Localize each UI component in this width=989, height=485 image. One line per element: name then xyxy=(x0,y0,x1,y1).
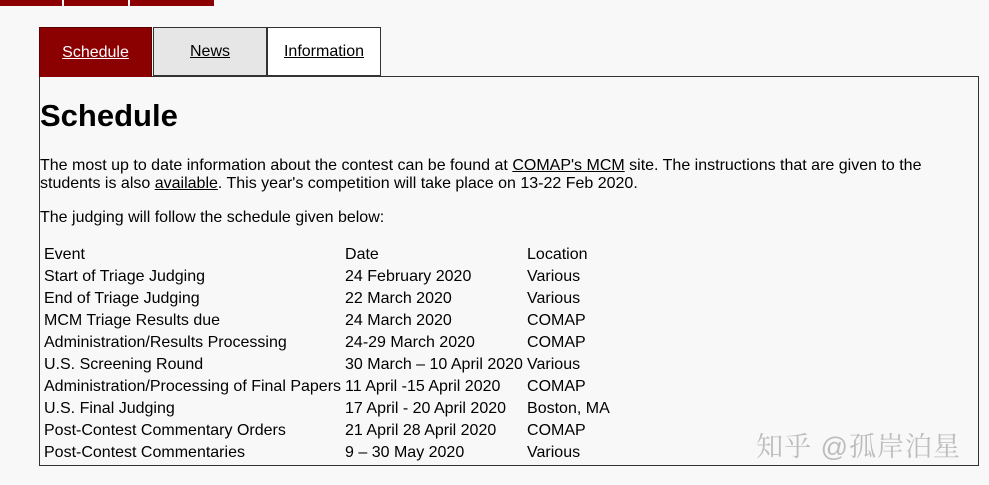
date-cell: 30 March – 10 April 2020 xyxy=(345,356,523,373)
date-cell: 22 March 2020 xyxy=(345,290,452,307)
table-row xyxy=(43,288,611,310)
top-nav-strip xyxy=(0,0,214,6)
watermark-text: 知乎 @孤岸泊星 xyxy=(756,432,961,462)
instructions-available-link[interactable]: available xyxy=(154,175,218,192)
table-header-row xyxy=(43,244,611,266)
date-cell: 9 – 30 May 2020 xyxy=(345,444,465,461)
event-cell: MCM Triage Results due xyxy=(44,312,221,329)
table-row xyxy=(43,398,611,420)
location-cell: Various xyxy=(527,444,581,461)
date-cell: 17 April - 20 April 2020 xyxy=(345,400,507,417)
event-cell: Administration/Results Processing xyxy=(44,334,287,351)
top-nav-segment[interactable] xyxy=(0,0,62,6)
event-cell: End of Triage Judging xyxy=(44,290,200,307)
table-row xyxy=(43,376,611,398)
date-cell: 24-29 March 2020 xyxy=(345,334,475,351)
event-cell: Start of Triage Judging xyxy=(44,268,205,285)
schedule-intro-text: The judging will follow the schedule given below: xyxy=(40,209,385,226)
page-title: Schedule xyxy=(40,98,178,133)
event-cell: Post-Contest Commentary Orders xyxy=(44,422,286,439)
table-row xyxy=(43,266,611,288)
schedule-table xyxy=(41,244,613,464)
location-cell: COMAP xyxy=(527,422,586,439)
event-cell: U.S. Final Judging xyxy=(44,400,175,417)
location-cell: Various xyxy=(527,290,581,307)
intro-text: . This year's competition will take place on 13-22 Feb 2020. xyxy=(217,175,638,192)
intro-paragraph xyxy=(40,157,970,193)
event-cell: Post-Contest Commentaries xyxy=(44,444,245,461)
table-row xyxy=(43,354,611,376)
header-date: Date xyxy=(345,246,379,263)
intro-text: The most up to date information about the contest can be found at xyxy=(40,157,513,174)
tab-information[interactable]: Information xyxy=(267,27,381,76)
date-cell: 24 March 2020 xyxy=(345,312,452,329)
location-cell: Various xyxy=(527,268,581,285)
table-row xyxy=(43,442,611,464)
top-nav-segment[interactable] xyxy=(64,0,128,6)
location-cell: Boston, MA xyxy=(527,400,610,417)
location-cell: Various xyxy=(527,356,581,373)
content-panel xyxy=(39,76,979,466)
tab-news[interactable]: News xyxy=(153,27,267,76)
event-cell: Administration/Processing of Final Papers xyxy=(44,378,342,395)
table-row xyxy=(43,332,611,354)
date-cell: 21 April 28 April 2020 xyxy=(345,422,497,439)
date-cell: 24 February 2020 xyxy=(345,268,472,285)
comap-mcm-link[interactable]: COMAP's MCM xyxy=(512,157,625,174)
table-row xyxy=(43,310,611,332)
location-cell: COMAP xyxy=(527,378,586,395)
intro-text: site. The instructions that are given to the students is also xyxy=(40,157,922,192)
tab-schedule[interactable]: Schedule xyxy=(39,27,152,77)
header-location: Location xyxy=(527,246,588,263)
date-cell: 11 April -15 April 2020 xyxy=(345,378,501,395)
location-cell: COMAP xyxy=(527,312,586,329)
header-event: Event xyxy=(44,246,85,263)
event-cell: U.S. Screening Round xyxy=(44,356,204,373)
location-cell: COMAP xyxy=(527,334,586,351)
top-nav-segment[interactable] xyxy=(130,0,214,6)
table-row xyxy=(43,420,611,442)
